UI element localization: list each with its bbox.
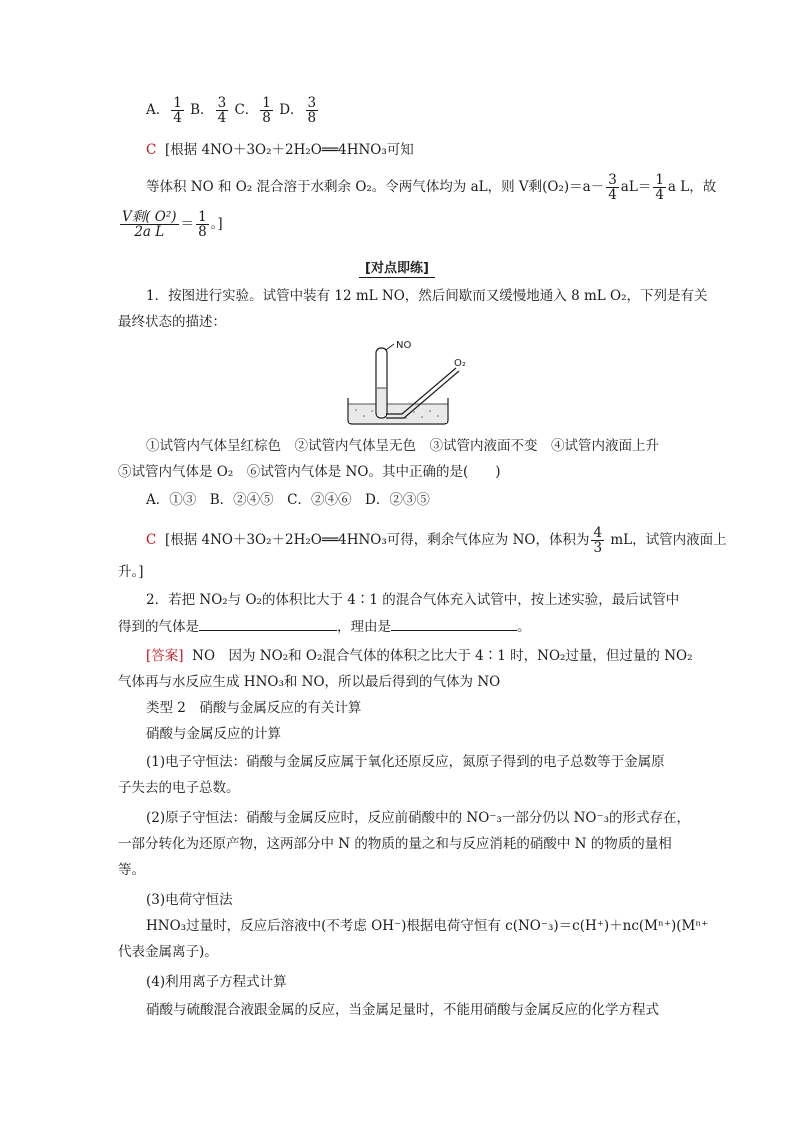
fraction: $\frac{3}{8}$ <box>307 95 317 126</box>
prev-explanation-line3: $\frac{\text{V剩( O²)}}{\text{2a L}}$ ＝ $\frac{1}{8}$ 。] <box>122 209 223 240</box>
type2-p1-line2: 子失去的电子总数。 <box>118 780 240 796</box>
type2-p4-line1: 硝酸与硫酸混合液跟金属的反应，当金属足量时，不能用硝酸与金属反应的化学方程式 <box>146 1002 659 1018</box>
q1-explanation: C [根据 4NO＋3O₂＋2H₂O══4HNO₃可得，剩余气体应为 NO，体积为 $\frac{4}{3}$ mL，试管内液面上 <box>146 525 727 556</box>
q1-options: A．①③ B．②④⑤ C．②④⑥ D．②③⑤ <box>146 492 430 508</box>
fraction: $\frac{1}{4}$ <box>173 95 182 126</box>
answer-letter: C <box>146 142 157 158</box>
q1-choices-line1: ①试管内气体呈红棕色 ②试管内气体呈无色 ③试管内液面不变 ④试管内液面上升 <box>146 438 659 454</box>
type2-p3-heading: (3)电荷守恒法 <box>146 892 233 908</box>
q1-text-line1: 1．按图进行实验。试管中装有 12 mL NO，然后间歇而又缓慢地通入 8 mL O₂，下列是有关 <box>146 288 708 304</box>
type2-p2-line2: 一部分转化为还原产物，这两部分中 N 的物质的量之和与反应消耗的硝酸中 N 的物质的量相 <box>118 836 672 852</box>
type2-p3-line1: HNO₃过量时，反应后溶液中(不考虑 OH⁻)根据电荷守恒有 c(NO⁻₃)＝c(H⁺)＋nc(Mⁿ⁺)(Mⁿ⁺ <box>146 918 709 934</box>
answer-label: [答案] <box>146 648 184 664</box>
answer-blank[interactable] <box>199 616 337 631</box>
prev-question-options: A． $\frac{1}{4}$ B． $\frac{3}{4}$ C． $\frac{1}{8}$ D． $\frac{3}{8}$ <box>146 95 317 126</box>
answer-letter: C <box>146 532 157 548</box>
type2-p3-line2: 代表金属离子)。 <box>118 944 218 960</box>
type2-p4-heading: (4)利用离子方程式计算 <box>146 974 287 990</box>
type2-heading: 类型 2 硝酸与金属反应的有关计算 <box>146 700 362 716</box>
figure-label-o2: O₂ <box>454 358 466 369</box>
type2-p1-line1: (1)电子守恒法：硝酸与金属反应属于氧化还原反应，氮原子得到的电子总数等于金属原 <box>146 754 665 770</box>
section-title: [对点即练] <box>0 256 794 278</box>
figure-label-no: NO <box>396 340 412 351</box>
q1-choices-line2: ⑤试管内气体是 O₂ ⑥试管内气体是 NO。其中正确的是( ) <box>118 464 501 480</box>
fraction: $\frac{1}{8}$ <box>262 95 271 126</box>
q2-text-line2: 得到的气体是 ，理由是 。 <box>118 616 531 637</box>
q2-answer-line1: [答案] NO 因为 NO₂和 O₂混合气体的体积之比大于 4∶1 时，NO₂过量，但过量的 NO₂ <box>146 648 693 664</box>
prev-explanation-line1: C [根据 4NO＋3O₂＋2H₂O══4HNO₃可知 <box>146 142 414 158</box>
prev-explanation-line2: 等体积 NO 和 O₂ 混合溶于水剩余 O₂。令两气体均为 aL，则 V剩(O₂)＝a－ $\frac{3}{4}$ aL＝ $\frac{1}{4}$ a L，故 <box>146 172 717 203</box>
fraction: $\frac{3}{4}$ <box>217 95 227 126</box>
answer-blank[interactable] <box>391 616 517 631</box>
experiment-figure <box>338 336 478 428</box>
q2-text-line1: 2．若把 NO₂与 O₂的体积比大于 4∶1 的混合气体充入试管中，按上述实验，最后试管中 <box>146 592 680 608</box>
q1-explanation-line2: 升。] <box>118 564 144 580</box>
q1-text-line2: 最终状态的描述： <box>118 314 226 330</box>
type2-p2-line3: 等。 <box>118 862 145 878</box>
type2-p2-line1: (2)原子守恒法：硝酸与金属反应时，反应前硝酸中的 NO⁻₃一部分仍以 NO⁻₃的形式存在， <box>146 810 691 826</box>
q2-answer-line2: 气体再与水反应生成 HNO₃和 NO，所以最后得到的气体为 NO <box>118 674 501 690</box>
type2-subheading: 硝酸与金属反应的计算 <box>146 726 281 742</box>
